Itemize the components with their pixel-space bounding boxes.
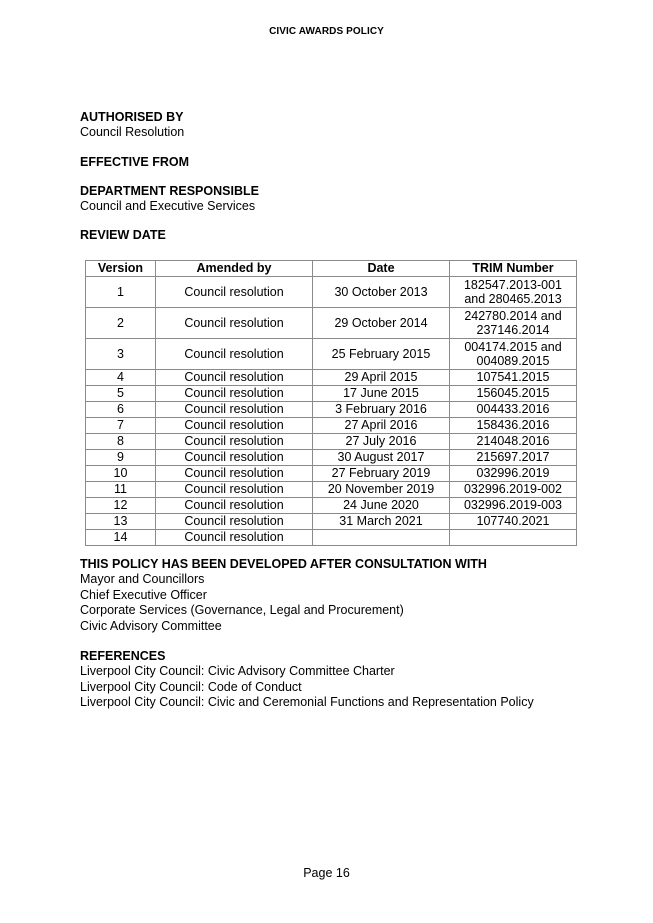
policy-notes bbox=[80, 557, 620, 711]
references-heading: REFERENCES bbox=[80, 649, 166, 663]
table-row bbox=[86, 450, 577, 466]
reference-item: Liverpool City Council: Civic and Ceremonial Functions and Representation Policy bbox=[80, 695, 534, 709]
version-cell: 8 bbox=[86, 434, 156, 450]
trim-cell: 032996.2019-003 bbox=[450, 498, 577, 514]
reference-item: Liverpool City Council: Civic Advisory Committee Charter bbox=[80, 664, 395, 678]
page-number: Page 16 bbox=[303, 866, 350, 880]
trim-cell bbox=[450, 308, 577, 339]
trim-line: and 280465.2013 bbox=[464, 292, 562, 306]
column-header-version: Version bbox=[86, 261, 156, 277]
trim-cell: 214048.2016 bbox=[450, 434, 577, 450]
effective-from-heading: EFFECTIVE FROM bbox=[80, 154, 190, 169]
authorised-by-value: Council Resolution bbox=[80, 125, 185, 139]
amended-by-cell: Council resolution bbox=[156, 386, 313, 402]
date-cell: 27 April 2016 bbox=[313, 418, 450, 434]
version-cell: 12 bbox=[86, 498, 156, 514]
date-cell: 24 June 2020 bbox=[313, 498, 450, 514]
version-cell: 6 bbox=[86, 402, 156, 418]
amended-by-cell: Council resolution bbox=[156, 277, 313, 308]
date-cell: 25 February 2015 bbox=[313, 339, 450, 370]
date-cell: 3 February 2016 bbox=[313, 402, 450, 418]
date-cell: 17 June 2015 bbox=[313, 386, 450, 402]
amended-by-cell: Council resolution bbox=[156, 402, 313, 418]
date-cell: 31 March 2021 bbox=[313, 514, 450, 530]
date-cell: 29 October 2014 bbox=[313, 308, 450, 339]
version-cell: 2 bbox=[86, 308, 156, 339]
trim-line: 242780.2014 and bbox=[464, 308, 562, 323]
authorised-by-heading: AUTHORISED BY bbox=[80, 110, 184, 124]
table-row bbox=[86, 466, 577, 482]
amended-by-cell: Council resolution bbox=[156, 418, 313, 434]
date-cell: 27 February 2019 bbox=[313, 466, 450, 482]
table-row bbox=[86, 418, 577, 434]
version-cell: 13 bbox=[86, 514, 156, 530]
version-cell: 7 bbox=[86, 418, 156, 434]
trim-cell: 107740.2021 bbox=[450, 514, 577, 530]
amended-by-cell: Council resolution bbox=[156, 450, 313, 466]
amended-by-cell: Council resolution bbox=[156, 308, 313, 339]
trim-line: 004174.2015 and bbox=[464, 339, 562, 354]
trim-line: 237146.2014 bbox=[476, 323, 550, 337]
amended-by-cell: Council resolution bbox=[156, 514, 313, 530]
amended-by-cell: Council resolution bbox=[156, 530, 313, 546]
date-cell: 20 November 2019 bbox=[313, 482, 450, 498]
table-row bbox=[86, 308, 577, 339]
table-row bbox=[86, 370, 577, 386]
consultation-item: Civic Advisory Committee bbox=[80, 618, 222, 633]
trim-cell: 215697.2017 bbox=[450, 450, 577, 466]
version-cell: 14 bbox=[86, 530, 156, 546]
table-row bbox=[86, 482, 577, 498]
table-row bbox=[86, 402, 577, 418]
table-header-row bbox=[86, 261, 577, 277]
trim-cell bbox=[450, 530, 577, 546]
trim-cell: 032996.2019-002 bbox=[450, 482, 577, 498]
column-header-trim-number: TRIM Number bbox=[450, 261, 577, 277]
trim-cell bbox=[450, 339, 577, 370]
date-cell: 27 July 2016 bbox=[313, 434, 450, 450]
reference-item: Liverpool City Council: Code of Conduct bbox=[80, 679, 302, 694]
date-cell: 30 October 2013 bbox=[313, 277, 450, 308]
version-cell: 4 bbox=[86, 370, 156, 386]
trim-line: 004089.2015 bbox=[476, 354, 550, 368]
trim-cell: 107541.2015 bbox=[450, 370, 577, 386]
trim-line: 182547.2013-001 bbox=[463, 277, 562, 292]
version-history-table bbox=[85, 260, 577, 546]
date-cell bbox=[313, 530, 450, 546]
policy-metadata bbox=[80, 110, 600, 243]
amended-by-cell: Council resolution bbox=[156, 434, 313, 450]
trim-cell: 004433.2016 bbox=[450, 402, 577, 418]
amended-by-cell: Council resolution bbox=[156, 339, 313, 370]
review-date-heading: REVIEW DATE bbox=[80, 228, 166, 242]
date-cell: 30 August 2017 bbox=[313, 450, 450, 466]
column-header-amended-by: Amended by bbox=[156, 261, 313, 277]
consultation-item: Mayor and Councillors bbox=[80, 572, 205, 586]
page-header: CIVIC AWARDS POLICY bbox=[269, 26, 384, 37]
consultation-heading: THIS POLICY HAS BEEN DEVELOPED AFTER CONSULTATION WITH bbox=[80, 557, 487, 571]
column-header-date: Date bbox=[313, 261, 450, 277]
department-heading: DEPARTMENT RESPONSIBLE bbox=[80, 183, 259, 198]
trim-cell: 156045.2015 bbox=[450, 386, 577, 402]
amended-by-cell: Council resolution bbox=[156, 466, 313, 482]
version-cell: 3 bbox=[86, 339, 156, 370]
consultation-item: Chief Executive Officer bbox=[80, 587, 207, 602]
table-row bbox=[86, 277, 577, 308]
department-value: Council and Executive Services bbox=[80, 198, 256, 213]
table-row bbox=[86, 514, 577, 530]
version-cell: 9 bbox=[86, 450, 156, 466]
amended-by-cell: Council resolution bbox=[156, 498, 313, 514]
table-row bbox=[86, 339, 577, 370]
table-row bbox=[86, 386, 577, 402]
trim-cell: 158436.2016 bbox=[450, 418, 577, 434]
trim-cell: 032996.2019 bbox=[450, 466, 577, 482]
table-row bbox=[86, 498, 577, 514]
date-cell: 29 April 2015 bbox=[313, 370, 450, 386]
amended-by-cell: Council resolution bbox=[156, 482, 313, 498]
consultation-item: Corporate Services (Governance, Legal and Procurement) bbox=[80, 603, 404, 617]
table-row bbox=[86, 530, 577, 546]
version-cell: 11 bbox=[86, 482, 156, 498]
version-cell: 10 bbox=[86, 466, 156, 482]
version-cell: 1 bbox=[86, 277, 156, 308]
version-cell: 5 bbox=[86, 386, 156, 402]
amended-by-cell: Council resolution bbox=[156, 370, 313, 386]
trim-cell bbox=[450, 277, 577, 308]
table-row bbox=[86, 434, 577, 450]
